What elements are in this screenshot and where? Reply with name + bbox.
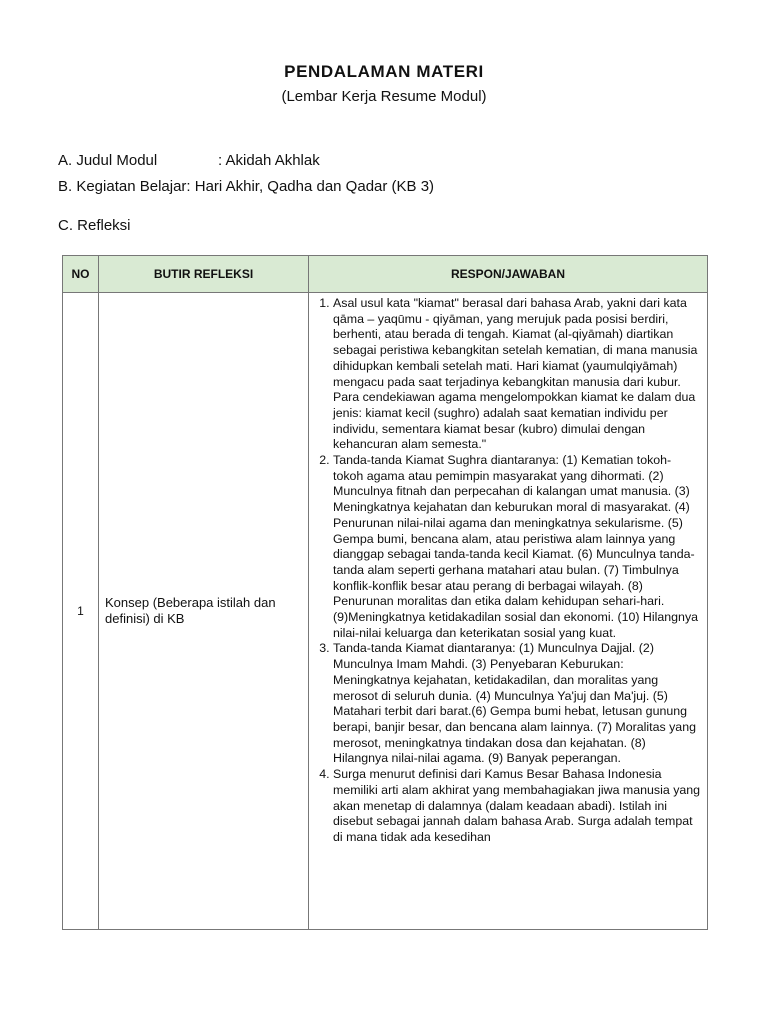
judul-modul-value: : Akidah Akhlak <box>218 152 320 169</box>
judul-modul-label: A. Judul Modul <box>58 152 158 169</box>
col-header-respon: RESPON/JAWABAN <box>309 256 708 293</box>
judul-modul-row <box>58 152 320 169</box>
table-row <box>63 293 708 930</box>
row-number: 1 <box>63 293 99 930</box>
respon-item: 1. Asal usul kata "kiamat" berasal dari bahasa Arab, yakni dari kata qāma – yaqūmu - qiyāman, yang merujuk pada posisi berdiri, berhenti, atau berada di tengah. Kiamat (al-qiyāmah) diartikan sebagai peristiwa kebangkitan setelah kematian, di mana manusia dihidupkan kembali setelah mati. Hari kiamat (yaumulqiyāmah) mengacu pada saat terjadinya kebangkitan manusia dari kubur. Para cendekiawan agama mengelompokkan kiamat ke dalam dua jenis: kiamat kecil (sughro) adalah saat kematian individu per individu, sementara kiamat besar (kubro) dimulai dengan kehancuran alam semesta." <box>333 296 701 453</box>
page-title: PENDALAMAN MATERI <box>284 62 484 81</box>
refleksi-heading: C. Refleksi <box>58 217 131 234</box>
col-header-butir: BUTIR REFLEKSI <box>99 256 309 293</box>
col-header-no: NO <box>63 256 99 293</box>
kegiatan-belajar-value: : Hari Akhir, Qadha dan Qadar (KB 3) <box>186 178 435 195</box>
kegiatan-belajar-label: B. Kegiatan Belajar <box>58 178 187 195</box>
respon-list <box>309 293 707 846</box>
respon-cell <box>309 293 708 930</box>
butir-refleksi-cell: Konsep (Beberapa istilah dan definisi) di KB <box>99 293 309 930</box>
refleksi-table <box>62 255 708 930</box>
kegiatan-belajar-row <box>58 178 434 195</box>
respon-content <box>309 293 707 929</box>
respon-item: 4. Surga menurut definisi dari Kamus Besar Bahasa Indonesia memiliki arti alam akhirat yang membahagiakan jiwa manusia yang akan menetap di dalamnya (dalam keadaan abadi). Istilah ini disebut sebagai jannah dalam bahasa Arab. Surga adalah tempat di mana tidak ada kesedihan <box>333 767 701 846</box>
respon-item: 2. Tanda-tanda Kiamat Sughra diantaranya: (1) Kematian tokoh-tokoh agama atau pemimpin masyarakat yang dihormati. (2) Munculnya fitnah dan perpecahan di kalangan umat manusia. (3) Meningkatnya kejahatan dan keburukan moral di masyarakat. (4) Penurunan nilai-nilai agama dan meningkatnya sekularisme. (5) Gempa bumi, bencana alam, atau peristiwa alam lainnya yang dianggap sebagai tanda-tanda kecil Kiamat. (6) Munculnya tanda-tanda alam seperti gerhana matahari atau bulan. (7) Timbulnya konflik-konflik besar atau perang di berbagai wilayah. (8) Penurunan moralitas dan etika dalam kehidupan sehari-hari. (9)Meningkatnya ketidakadilan sosial dan ekonomi. (10) Hilangnya nilai-nilai keluarga dan keterikatan sosial yang kuat. <box>333 453 701 641</box>
page-subtitle: (Lembar Kerja Resume Modul) <box>281 88 487 105</box>
respon-item: 3. Tanda-tanda Kiamat diantaranya: (1) Munculnya Dajjal. (2) Munculnya Imam Mahdi. (3) Penyebaran Keburukan: Meningkatnya kejahatan, ketidakadilan, dan moralitas yang merosot di seluruh dunia. (4) Munculnya Ya'juj dan Ma'juj. (5) Matahari terbit dari barat.(6) Gempa bumi hebat, letusan gunung berapi, banjir besar, dan bencana alam lainnya. (7) Moralitas yang merosot, meningkatnya tindakan dosa dan kejahatan. (8) Hilangnya nilai-nilai agama. (9) Banyak peperangan. <box>333 641 701 767</box>
table-header-row <box>63 256 708 293</box>
